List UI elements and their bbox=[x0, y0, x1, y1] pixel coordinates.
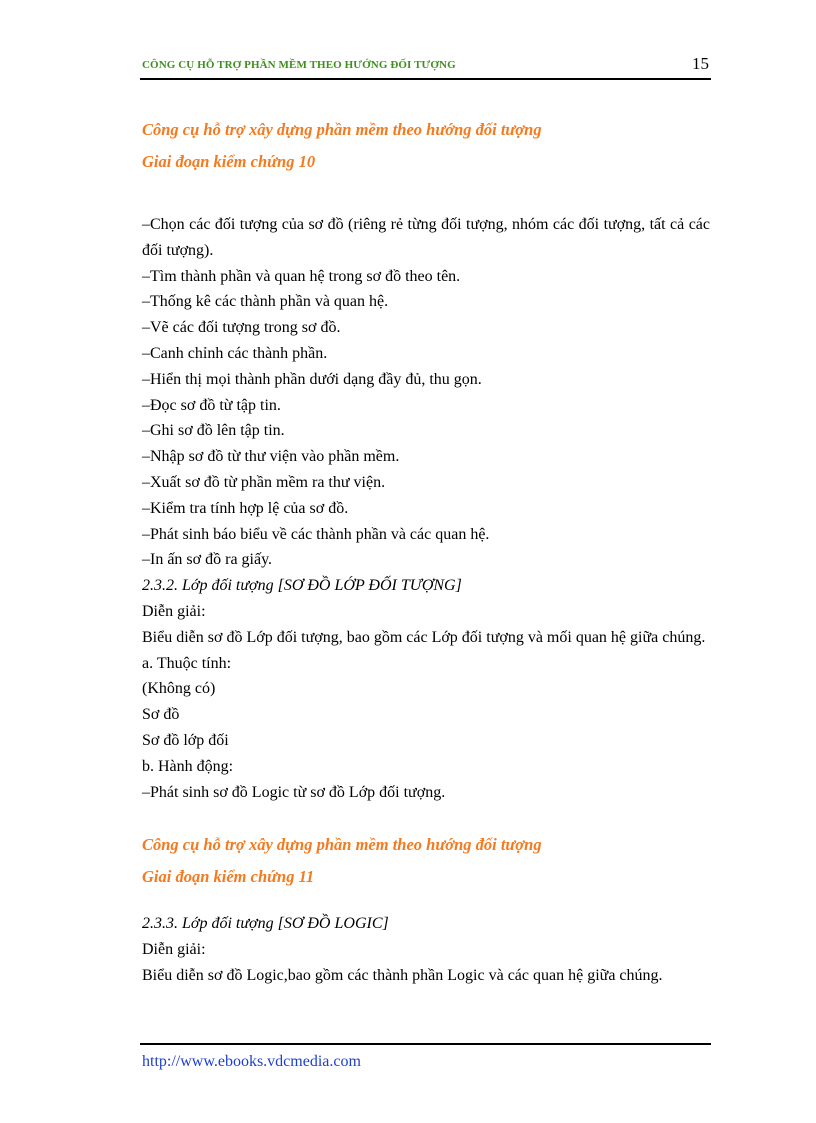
subsection-title: 2.3.3. Lớp đối tượng [SƠ ĐỒ LOGIC] bbox=[142, 915, 389, 933]
attribute-none: (Không có) bbox=[142, 680, 216, 698]
bullet-line: –Phát sinh báo biểu về các thành phần và các quan hệ. bbox=[142, 525, 490, 543]
text-line: Sơ đồ bbox=[142, 706, 180, 724]
page-header bbox=[140, 54, 711, 80]
description-text: Biểu diễn sơ đồ Lớp đối tượng, bao gồm các Lớp đối tượng và mối quan hệ giữa chúng. bbox=[142, 628, 706, 646]
bullet-line: –Vẽ các đối tượng trong sơ đồ. bbox=[142, 319, 341, 337]
bullet-line: –Nhập sơ đồ từ thư viện vào phần mềm. bbox=[142, 448, 400, 466]
bullet-line: –Thống kê các thành phần và quan hệ. bbox=[142, 293, 389, 311]
description-text: Biểu diễn sơ đồ Logic,bao gồm các thành phần Logic và các quan hệ giữa chúng. bbox=[142, 966, 663, 984]
section-heading-stage: Giai đoạn kiểm chứng 10 bbox=[142, 152, 316, 171]
subsection-title: 2.3.2. Lớp đối tượng [SƠ ĐỒ LỚP ĐỐI TƯỢNG] bbox=[142, 577, 462, 595]
bullet-line: –Hiển thị mọi thành phần dưới dạng đầy đủ, thu gọn. bbox=[142, 370, 482, 388]
bullet-line: –Chọn các đối tượng của sơ đồ (riêng rẻ từng đối tượng, nhóm các đối tượng, tất cả các đối tượng). bbox=[142, 216, 710, 259]
text-line: Sơ đồ lớp đối bbox=[142, 731, 229, 749]
spacer bbox=[142, 805, 710, 829]
footer-rule bbox=[140, 1043, 711, 1045]
action-line: –Phát sinh sơ đồ Logic từ sơ đồ Lớp đối tượng. bbox=[142, 783, 446, 801]
bullet-line: –Đọc sơ đồ từ tập tin. bbox=[142, 396, 281, 414]
spacer bbox=[142, 178, 710, 212]
attribute-label: a. Thuộc tính: bbox=[142, 654, 232, 672]
action-label: b. Hành động: bbox=[142, 757, 234, 775]
bullet-line: –Canh chỉnh các thành phần. bbox=[142, 344, 328, 362]
section-heading-title: Công cụ hỗ trợ xây dựng phần mềm theo hướng đối tượng bbox=[142, 835, 542, 855]
section-heading-title: Công cụ hỗ trợ xây dựng phần mềm theo hướng đối tượng bbox=[142, 120, 542, 139]
bullet-line: –Tìm thành phần và quan hệ trong sơ đồ theo tên. bbox=[142, 267, 461, 285]
header-title: CÔNG CỤ HỖ TRỢ PHẦN MỀM THEO HƯỚNG ĐỐI TƯỢNG bbox=[142, 59, 456, 71]
bullet-line: –Ghi sơ đồ lên tập tin. bbox=[142, 422, 285, 440]
spacer bbox=[142, 893, 710, 911]
description-label: Diễn giải: bbox=[142, 602, 206, 620]
section-heading-stage: Giai đoạn kiểm chứng 11 bbox=[142, 867, 315, 887]
footer-link[interactable]: http://www.ebooks.vdcmedia.com bbox=[142, 1053, 361, 1070]
bullet-line: –Xuất sơ đồ từ phần mềm ra thư viện. bbox=[142, 473, 386, 491]
page-number: 15 bbox=[692, 54, 709, 73]
bullet-line: –Kiểm tra tính hợp lệ của sơ đồ. bbox=[142, 499, 349, 517]
page-content bbox=[142, 114, 710, 989]
bullet-line: –In ấn sơ đồ ra giấy. bbox=[142, 551, 273, 569]
description-label: Diễn giải: bbox=[142, 941, 206, 959]
